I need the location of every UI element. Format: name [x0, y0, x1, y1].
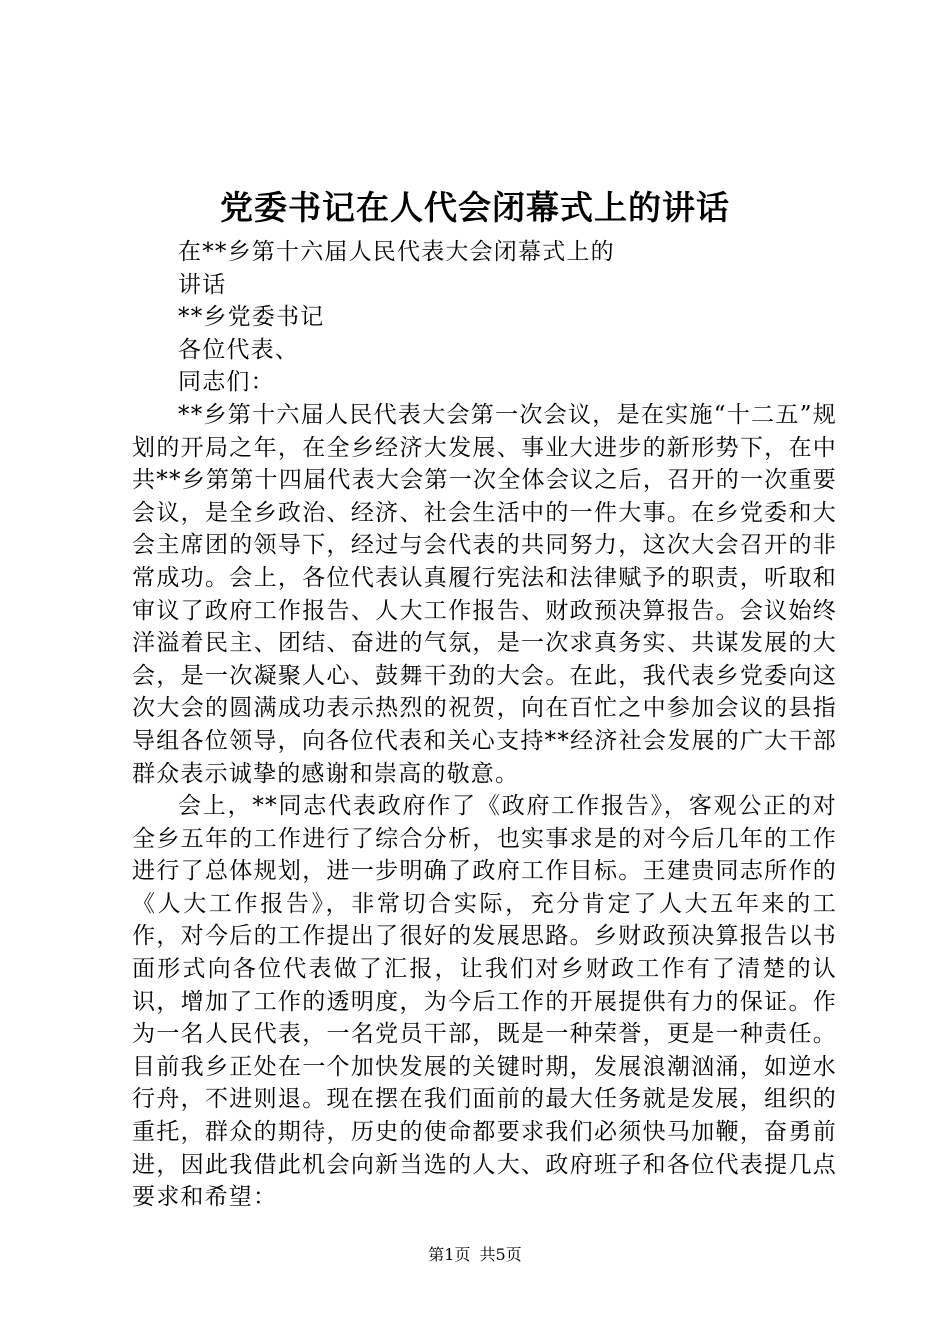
header-line: **乡党委书记	[178, 304, 325, 331]
salutation-line: 同志们：	[178, 369, 275, 396]
page-footer	[0, 1244, 950, 1266]
header-line: 讲话	[178, 271, 227, 298]
page-number: 第1页	[428, 1245, 471, 1264]
body-paragraph: **乡第十六届人民代表大会第一次会议，是在实施“十二五”规划的开局之年，在全乡经济大发展、事业大进步的新形势下，在中共**乡第第十四届代表大会第一次全体会议之后，召开的一次重要会议，是全乡政治、经济、社会生活中的一件大事。在乡党委和大会主席团的领导下，经过与会代表的共同努力，这次大会召开的非常成功。会上，各位代表认真履行宪法和法律赋予的职责，听取和审议了政府工作报告、人大工作报告、财政预决算报告。会议始终洋溢着民主、团结、奋进的气氛，是一次求真务实、共谋发展的大会，是一次凝聚人心、鼓舞干劲的大会。在此，我代表乡党委向这次大会的圆满成功表示热烈的祝贺，向在百忙之中参加会议的县指导组各位领导，向各位代表和关心支持**经济社会发展的广大干部群众表示诚挚的感谢和崇高的敬意。	[132, 401, 837, 787]
salutation-line: 各位代表、	[178, 336, 299, 363]
header-line: 在**乡第十六届人民代表大会闭幕式上的	[178, 239, 615, 265]
page-total: 共5页	[479, 1245, 522, 1264]
body-paragraph: 会上，**同志代表政府作了《政府工作报告》，客观公正的对全乡五年的工作进行了综合分析，也实事求是的对今后几年的工作进行了总体规划，进一步明确了政府工作目标。王建贵同志所作的《人大工作报告》，非常切合实际，充分肯定了人大五年来的工作，对今后的工作提出了很好的发展思路。乡财政预决算报告以书面形式向各位代表做了汇报，让我们对乡财政工作有了清楚的认识，增加了工作的透明度，为今后工作的开展提供有力的保证。作为一名人民代表，一名党员干部，既是一种荣誉，更是一种责任。目前我乡正处在一个加快发展的关键时期，发展浪潮汹涌，如逆水行舟，不进则退。现在摆在我们面前的最大任务就是发展，组织的重托，群众的期待，历史的使命都要求我们必须快马加鞭，奋勇前进，因此我借此机会向新当选的人大、政府班子和各位代表提几点要求和希望：	[132, 793, 837, 1211]
document-body	[132, 236, 837, 1214]
document-title: 党委书记在人代会闭幕式上的讲话	[220, 188, 730, 227]
